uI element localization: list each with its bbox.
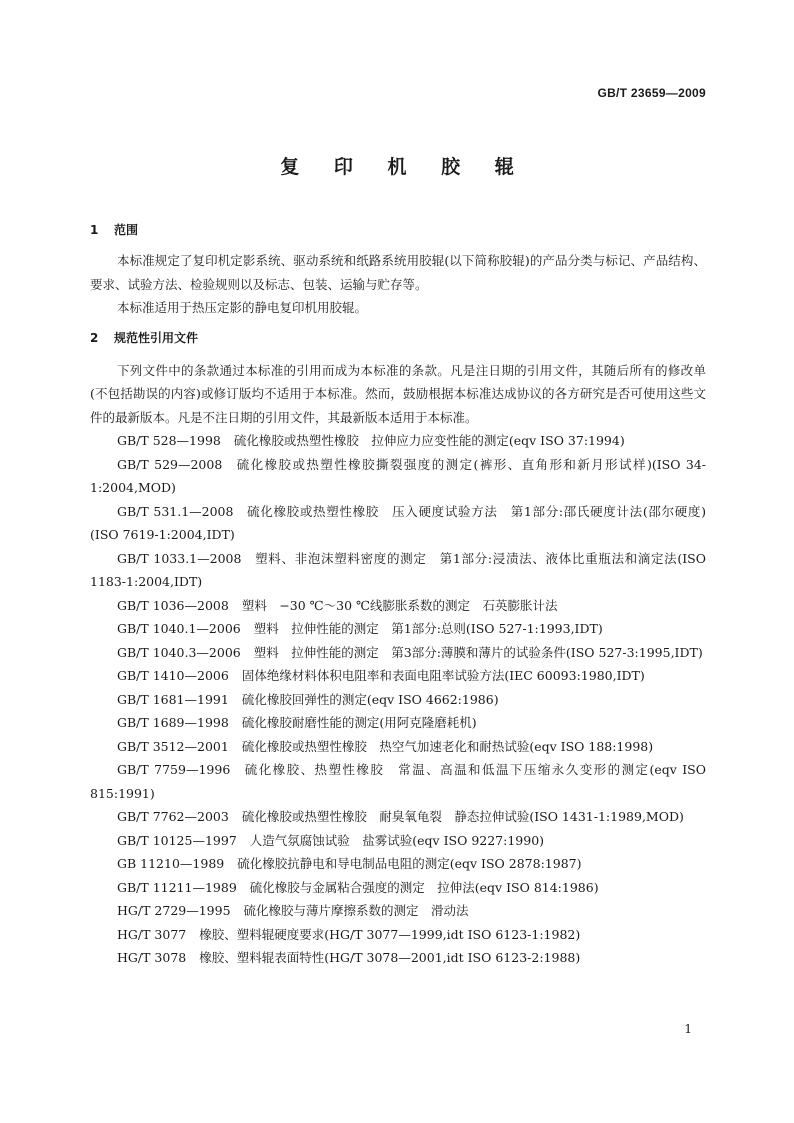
reference-title: 橡胶、塑料辊表面特性(HG/T 3078—2001,idt ISO 6123-2:1988) (199, 950, 581, 965)
reference-item (90, 805, 706, 829)
section-number: 1 (90, 223, 99, 237)
page-number: 1 (684, 1022, 692, 1036)
reference-list (90, 429, 706, 970)
reference-item (90, 617, 706, 641)
reference-code: GB/T 3512—2001 (117, 738, 229, 754)
document-title: 复 印 机 胶 辊 (280, 156, 528, 178)
reference-title: 塑料、非泡沫塑料密度的测定 第1部分:浸渍法、液体比重瓶法和滴定法(ISO 1183-1:2004,IDT) (90, 550, 706, 589)
reference-code: GB/T 10125—1997 (117, 832, 237, 848)
reference-code: GB/T 1036—2008 (117, 597, 229, 613)
reference-title: 固体绝缘材料体积电阻率和表面电阻率试验方法(IEC 60093:1980,IDT) (241, 668, 645, 683)
reference-item (90, 876, 706, 900)
scope-paragraph: 本标准适用于热压定影的静电复印机用胶辊。 (117, 300, 368, 315)
reference-code: HG/T 3078 (117, 950, 187, 965)
reference-title: 硫化橡胶或热塑性橡胶 拉伸应力应变性能的测定(eqv ISO 37:1994) (233, 433, 625, 448)
reference-item (90, 429, 706, 453)
reference-item (90, 547, 706, 594)
section-number: 2 (90, 330, 99, 345)
reference-title: 硫化橡胶、热塑性橡胶 常温、高温和低温下压缩永久变形的测定(eqv ISO 815:1991) (90, 762, 706, 801)
reference-title: 人造气氛腐蚀试验 盐雾试验(eqv ISO 9227:1990) (249, 832, 545, 848)
reference-code: GB/T 1033.1—2008 (117, 550, 242, 566)
reference-title: 硫化橡胶或热塑性橡胶 热空气加速老化和耐热试验(eqv ISO 188:1998) (241, 738, 654, 754)
reference-title: 硫化橡胶或热塑性橡胶 压入硬度试验方法 第1部分:邵氏硬度计法(邵尔硬度)(ISO 7619-1:2004,IDT) (90, 503, 706, 542)
reference-title: 硫化橡胶或热塑性橡胶撕裂强度的测定(裤形、直角形和新月形试样)(ISO 34-1:2004,MOD) (90, 456, 706, 495)
reference-code: GB/T 1040.3—2006 (117, 644, 241, 660)
reference-item (90, 641, 706, 665)
scope-paragraph: 本标准规定了复印机定影系统、驱动系统和纸路系统用胶辊(以下简称胶辊)的产品分类与标记、产品结构、要求、试验方法、检验规则以及标志、包装、运输与贮存等。 (90, 253, 706, 292)
reference-item (90, 923, 706, 947)
reference-title: 硫化橡胶或热塑性橡胶 耐臭氧龟裂 静态拉伸试验(ISO 1431-1:1989,MOD) (241, 809, 684, 824)
reference-code: GB/T 529—2008 (117, 456, 223, 472)
reference-title: 塑料 拉伸性能的测定 第1部分:总则(ISO 527-1:1993,IDT) (253, 621, 603, 636)
reference-code: HG/T 2729—1995 (117, 903, 231, 918)
reference-code: GB/T 1681—1991 (117, 691, 229, 707)
references-intro: 下列文件中的条款通过本标准的引用而成为本标准的条款。凡是注日期的引用文件，其随后所有的修改单(不包括勘误的内容)或修订版均不适用于本标准。然而，鼓励根据本标准达成协议的各方研究是否可使用这些文件的最新版本。凡是不注日期的引用文件，其最新版本适用于本标准。 (90, 362, 706, 425)
standard-number: GB/T 23659—2009 (597, 86, 706, 100)
reference-title: 硫化橡胶与金属粘合强度的测定 拉伸法(eqv ISO 814:1986) (249, 879, 599, 895)
section-heading-scope (90, 218, 706, 242)
reference-code: HG/T 3077 (117, 926, 187, 942)
reference-title: 硫化橡胶耐磨性能的测定(用阿克隆磨耗机) (241, 715, 477, 730)
reference-item (90, 688, 706, 712)
reference-code: GB/T 1040.1—2006 (117, 621, 241, 636)
reference-title: 硫化橡胶抗静电和导电制品电阻的测定(eqv ISO 2878:1987) (237, 856, 582, 871)
reference-code: GB/T 1689—1998 (117, 715, 229, 730)
reference-item (90, 852, 706, 876)
reference-title: 硫化橡胶回弹性的测定(eqv ISO 4662:1986) (241, 691, 499, 707)
reference-item (90, 453, 706, 500)
reference-item (90, 664, 706, 688)
reference-code: GB/T 7762—2003 (117, 809, 229, 824)
reference-item (90, 500, 706, 547)
reference-item (90, 829, 706, 853)
document-body (90, 218, 706, 970)
section-heading-references (90, 326, 706, 350)
reference-code: GB/T 11211—1989 (117, 879, 237, 895)
reference-item (90, 735, 706, 759)
reference-item (90, 899, 706, 923)
reference-code: GB/T 1410—2006 (117, 668, 229, 683)
section-title: 规范性引用文件 (114, 330, 199, 345)
reference-title: 硫化橡胶与薄片摩擦系数的测定 滑动法 (243, 903, 469, 918)
reference-item (90, 758, 706, 805)
reference-title: 塑料 拉伸性能的测定 第3部分:薄膜和薄片的试验条件(ISO 527-3:1995,IDT) (253, 644, 703, 660)
reference-item (90, 594, 706, 618)
reference-code: GB 11210—1989 (117, 856, 225, 871)
reference-item (90, 711, 706, 735)
reference-title: 塑料 −30 ℃～30 ℃线膨胀系数的测定 石英膨胀计法 (241, 597, 558, 613)
reference-code: GB/T 7759—1996 (117, 762, 231, 777)
reference-code: GB/T 531.1—2008 (117, 503, 234, 519)
reference-title: 橡胶、塑料辊硬度要求(HG/T 3077—1999,idt ISO 6123-1:1982) (199, 926, 581, 942)
reference-code: GB/T 528—1998 (117, 433, 221, 448)
section-title: 范围 (114, 223, 139, 237)
reference-item (90, 946, 706, 970)
